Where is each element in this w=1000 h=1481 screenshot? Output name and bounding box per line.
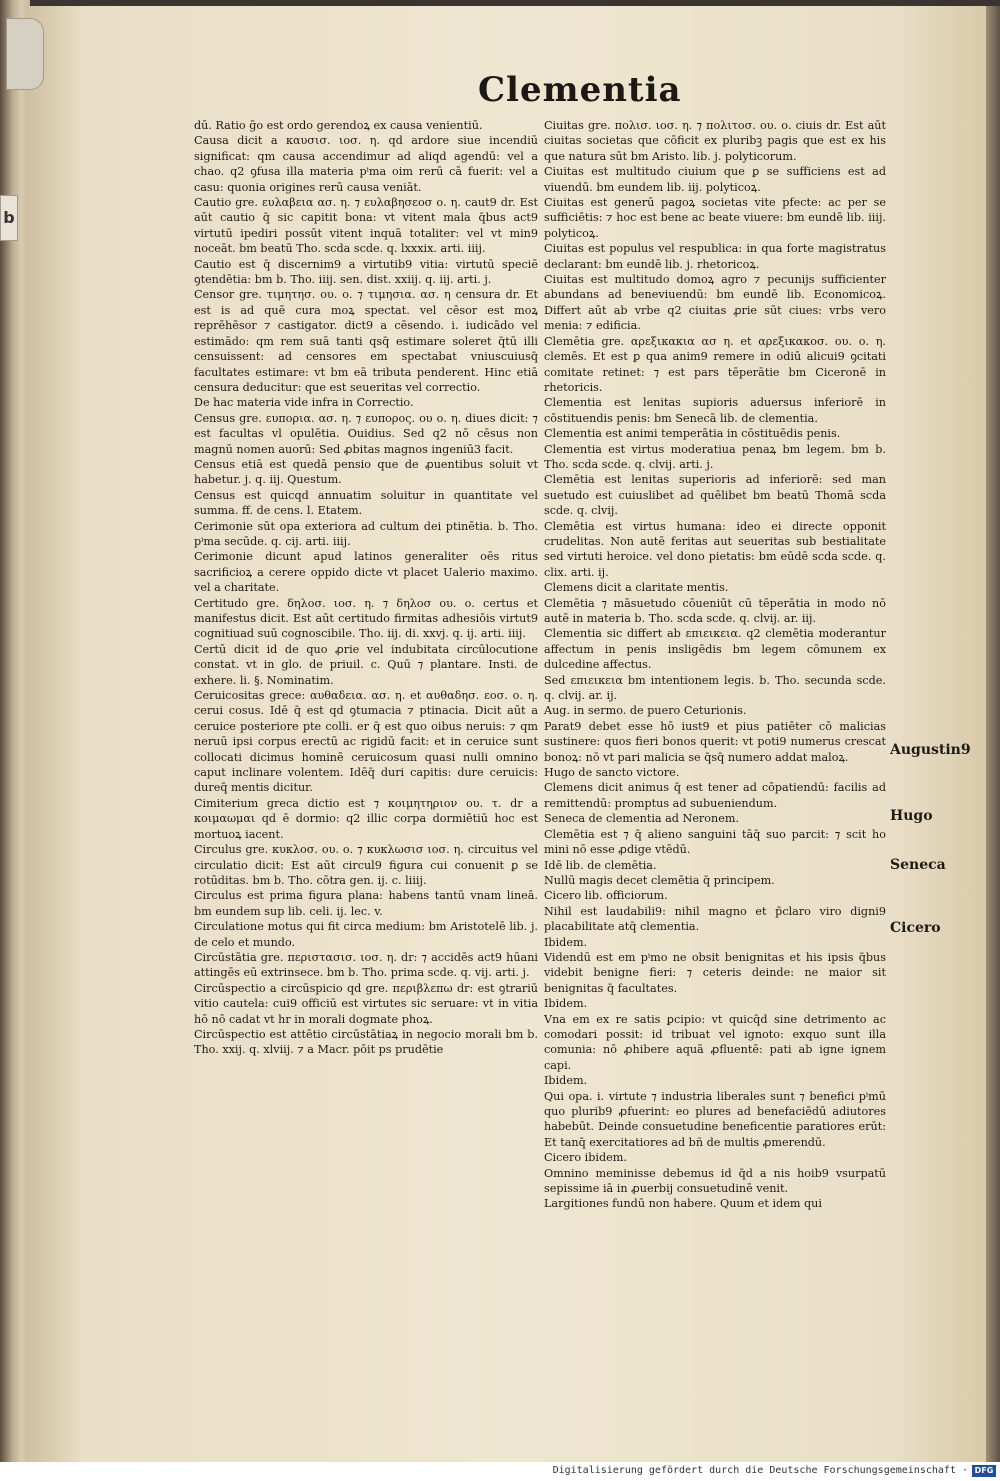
entry-certum: Certū dicit id de quo ꝓrie vel indubitata circūlocutione constat. vt in glo. de priuil. c. Quū ⁊ plantare. Insti. de exhere. li. §. Nominatim. [194, 642, 538, 687]
entry-cerimonie: Cerimonie sūt opa exteriora ad cultum dei ptinētia. b. Tho. pⁱma secūde. q. cij. arti. iiij. [194, 519, 538, 548]
entry-ciuitas-5: Ciuitas est multitudo domoꝝ agro ⁊ pecunijs sufficienter abundans ad beneviuendū: bm eundē lib. Economicoꝝ. Differt aūt ab vrbe q2 ciuitas ꝓrie sūt ciues: vrbs vero menia: ⁊ edificia. [544, 273, 886, 333]
source-cicero-ibidem: Cicero ibidem. [544, 1151, 627, 1165]
entry-ceruicositas: Ceruicositas grece: αυθαδεια. ασ. η. et αυθαδησ. εοσ. ο. η. cerui cosus. Idē q̄ est qd ꝯtumacia ⁊ ptinacia. Dicit aūt a ceruice posteriore pte colli. er q̄ est quo oibus neruis: ⁊ qm neruū ipsi corpus erectū ac rigidū facit: et in ceruice sunt collocati dicimus hominē ceruicosum quasi nulli omnino caput inclinare volentem. Idēq̄ duri capitis: dure ceruicis: dureq̄ mentis dicitur. [194, 689, 538, 795]
entry-clementia-8: Clementia sic differt ab επιεικεια. q2 clemētia moderantur affectum in penis insligēdis bm legem cōmunem ex dulcedine affectus. [544, 627, 886, 672]
source-ibidem: Ibidem. [544, 935, 588, 949]
quote-cicero-3: Vna em ex re satis ꝑcipio: vt quicq̄d sine detrimento ac comodari possit: id tribuat vel ignoto: exquo sunt illa comunia: nō ꝓhibere aquā ꝓfluentē: pati ab igne ignem capi. [544, 1012, 886, 1072]
left-column [194, 118, 538, 1058]
entry-clementia-7: Clemētia ⁊ māsuetudo cōueniūt cū tēperātia in modo nō autē in materia b. Tho. scda scde. q. clvij. ar. iij. [544, 596, 886, 625]
dfg-logo: DFG [972, 1465, 996, 1477]
paper-clip [6, 18, 44, 90]
quote-seneca: Clemētia est ⁊ q̄ alieno sanguini tāq̄ suo parcit: ⁊ scit ho mini nō esse ꝓdige vtēdū. [544, 827, 886, 857]
entry-clementia-6: Clemētia est virtus humana: ideo ei directe opponit crudelitas. Non autē feritas aut seueritas sub bestialitate sed virtuti heroice. vel dono pietatis: bm eūdē scda scde. q. clix. arti. ij. [544, 519, 886, 579]
entry-circulus-2: Circulus est prima figura plana: habens tantū vnam lineā. bm eundem sup lib. celi. ij. lec. v. [194, 889, 538, 918]
entry-clemens: Clemens dicit a claritate mentis. [544, 581, 729, 595]
quote-augustinus: Parat9 debet esse hō iust9 et pius patiēter cō malicias sustinere: quos fieri bonos querit: vt poti9 numerus crescat bonoꝝ: nō vt pari malicia se q̄sq̄ numero addat maloꝝ. [544, 719, 886, 764]
entry-cerimonie-2: Cerimonie dicunt apud latinos generaliter oēs ritus sacrificioꝝ a cerere oppido dicte vt placet Ualerio maximo. vel a charitate. [194, 550, 538, 595]
entry-clementia-4: Clementia est virtus moderatiua penaꝝ bm legem. bm b. Tho. scda scde. q. clvij. arti. j. [544, 442, 886, 471]
footer-credit: Digitalisierung gefördert durch die Deutsche Forschungsgemeinschaft · [552, 1465, 968, 1476]
entry-causa: Causa dicit a καυσισ. ιοσ. η. qd ardore siue incendiū significat: qm causa accendimur ad aliqd agendū: vel a chao. q2 ꝯfusa illa materia pⁱma oim rerū cā fuerit: vel a casu: quonia origines rerū causa veniāt. [194, 134, 538, 194]
running-head: Clementia [478, 70, 682, 110]
right-column [544, 118, 886, 1212]
page-edge-shadow [986, 6, 1000, 1462]
source-seneca: Seneca de clementia ad Neronem. [544, 812, 740, 826]
entry-certitudo: Certitudo gre. δηλοσ. ιοσ. η. ⁊ δηλοσ ου. ο. certus et manifestus dicit. Est aūt certitudo firmitas adhesiōis virtut9 cognitiuad suū cognoscibile. Tho. iij. di. xxvj. q. ij. arti. iiij. [194, 596, 538, 641]
entry-clementia: Clemētia gre. αρεξικακια ασ η. et αρεξικακοσ. ου. ο. η. clemēs. Et est ꝑ qua anim9 remere in odiū alicui9 ꝯcitati comitate retinet: ⁊ est pars tēperātie bm Ciceronē in rhetoricis. [544, 334, 886, 394]
quote-cicero: Nihil est laudabili9: nihil magno et p̄claro viro digni9 placabilitate atq̄ clementia. [544, 904, 886, 934]
source-hugo: Hugo de sancto victore. [544, 766, 680, 780]
source-ibidem-3: Ibidem. [544, 1074, 588, 1088]
entry-sed: Sed επιεικεια bm intentionem legis. b. Tho. secunda scde. q. clvij. ar. ij. [544, 673, 886, 703]
entry-circumspectio: Circūspectio a circūspicio qd gre. περιβλεπω dr: est ꝯtrariū vitio cautela: cui9 officiū est virtutes sic seruare: vt in vitia hō nō cadat vt hr in morali dogmate phoꝝ. [194, 981, 538, 1026]
entry-cross-ref: De hac materia vide infra in Correctio. [194, 396, 414, 410]
entry-cautio-2: Cautio est q̄ discernim9 a virtutib9 vitia: virtutū speciē ꝯtendētia: bm b. Tho. iiij. sen. dist. xxiij. q. iij. arti. j. [194, 257, 538, 287]
source-ibidem-2: Ibidem. [544, 997, 588, 1011]
quote-cicero-2: Videndū est em pⁱmo ne obsit benignitas et his ipsis q̄bus videbit benigne fieri: ⁊ ceteris deinde: ne maior sit benignitas q̄ facultates. [544, 950, 886, 995]
entry-census: Census gre. ευπορια. ασ. η. ⁊ ευπορος. ου ο. η. diues dicit: ⁊ est facultas vl opulētia. Ouidius. Sed q2 nō cēsus non magnū nomen auorū: Sed ꝓbitas magnos ingeniū3 facit. [194, 411, 538, 456]
source-augustinus: Aug. in sermo. de puero Ceturionis. [544, 704, 747, 718]
entry-census-2: Census etiā est quedā pensio que de ꝓuentibus soluit vt habetur. j. q. iij. Questum. [194, 457, 538, 487]
index-tab: b [0, 195, 18, 241]
entry-circulus: Circulus gre. κυκλοσ. ου. ο. ⁊ κυκλωσισ ιοσ. η. circuitus vel circulatio dicit: Est aūt circul9 figura cui conuenit ꝑ se rotūditas. bm b. Tho. cōtra gen. ij. c. liiij. [194, 843, 538, 887]
entry-censor: Censor gre. τιμητησ. ου. ο. ⁊ τιμησια. ασ. η censura dr. Et est is ad quē cura moꝝ spectat. vel cēsor est moꝝ reprēhēsor ⁊ castigator. dict9 a cēsendo. i. iudicādo vel estimādo: qm rem suā tanti qsq̄ estimare soleret q̄tū illi censuissent: ad censores em spectabat vniuscuiusq̄ facultates estimare: vt bm eā tributa penderent. Hinc etiā censura deducitur: que est seueritas vel correctio. [194, 288, 538, 394]
quote-seneca-2: Nullū magis decet clemētia q̄ principem. [544, 873, 775, 887]
entry-ciuitas-4: Ciuitas est populus vel respublica: in qua forte magistratus declarant: bm eundē lib. j. rhetoricoꝝ. [544, 242, 886, 271]
margin-note-seneca: Seneca [890, 857, 946, 873]
entry-ciuitas: Ciuitas gre. πολισ. ιοσ. η. ⁊ πολιτοσ. ου. ο. ciuis dr. Est aūt ciuitas societas que cōficit ex pluribꝫ pagis que est ex his que natura sūt bm Aristo. lib. j. polyticorum. [544, 119, 886, 163]
quote-cicero-6: Largitiones fundū non habere. Quum et idem qui [544, 1197, 822, 1211]
quote-hugo: Clemens dicit animus q̄ est tener ad cōpatiendū: facilis ad remittendū: promptus ad subueniendum. [544, 781, 886, 810]
entry-clementia-3: Clementia est animi temperātia in cōstituēdis penis. [544, 427, 841, 441]
footer-bar [0, 1462, 1000, 1481]
entry-cimiterium: Cimiterium greca dictio est ⁊ κοιμητηριον ου. τ. dr a κοιμαωμαι qd ē dormio: q2 illic corpa dormiētiū hoc est mortuoꝝ iacent. [194, 796, 538, 841]
margin-note-augustinus: Augustin9 [890, 742, 971, 758]
entry-clementia-5: Clemētia est lenitas superioris ad inferiorē: sed man suetudo est cuiuslibet ad quēlibet bm beatū Thomā scda scde. q. clvij. [544, 473, 886, 518]
entry-circumspectio-2: Circūspectio est attētio circūstātiaꝝ in negocio morali bm b. Tho. xxij. q. xlviij. ⁊ a Macr. pōit ps prudētie [194, 1027, 538, 1057]
margin-note-cicero: Cicero [890, 920, 941, 936]
entry-circumstantia: Circūstātia gre. περιστασισ. ιοσ. η. dr: ⁊ accidēs act9 hūani attingēs eū extrinsece. bm b. Tho. prima scde. q. vij. arti. j. [194, 950, 538, 980]
source-cicero: Cicero lib. officiorum. [544, 889, 668, 903]
entry-clementia-2: Clementia est lenitas supioris aduersus inferiorē in cōstituendis penis: bm Senecā lib. de clementia. [544, 396, 886, 425]
entry-circulatio: Circulatione motus qui fit circa medium: bm Aristotelē lib. j. de celo et mundo. [194, 920, 538, 949]
quote-cicero-4: Qui opa. i. virtute ⁊ industria liberales sunt ⁊ benefici pⁱmū quo plurib9 ꝓfuerint: eo plures ad benefaciēdū adiutores habebūt. Deinde consuetudine beneficentie paratiores erūt: Et tanq̄ exercitatiores ad bñ de multis ꝓmerendū. [544, 1089, 886, 1149]
entry-ciuitas-2: Ciuitas est multitudo ciuium que ꝑ se sufficiens est ad viuendū. bm eundem lib. iij. polyticoꝝ. [544, 165, 886, 194]
quote-cicero-5: Omnino meminisse debemus id q̄d a nis hoib9 vsurpatū sepissime iā in ꝓuerbij consuetudinē venit. [544, 1166, 886, 1196]
entry-cautio: Cautio gre. ευλαβεια ασ. η. ⁊ ευλαβησεοσ ο. η. caut9 dr. Est aūt cautio q̄ sic capitit bona: vt vitent mala q̄bus act9 virtutū ipediri possūt vitent inquā totaliter: vel vt min9 noceāt. bm beatū Tho. scda scde. q. lxxxix. arti. iiij. [194, 196, 538, 256]
entry-census-3: Census est quicqd annuatim soluitur in quantitate vel summa. ff. de cens. l. Etatem. [194, 488, 538, 518]
margin-note-hugo: Hugo [890, 808, 933, 824]
entry-ratio: dū. Ratio ḡo est ordo gerendoꝝ ex causa venientiū. [194, 119, 483, 132]
entry-ciuitas-3: Ciuitas est generū pagoꝝ societas vite pfecte: ac per se sufficiētis: ⁊ hoc est bene ac beate viuere: bm eundē lib. iiij. polyticoꝝ. [544, 196, 886, 240]
source-seneca-2: Idē lib. de clemētia. [544, 858, 657, 872]
